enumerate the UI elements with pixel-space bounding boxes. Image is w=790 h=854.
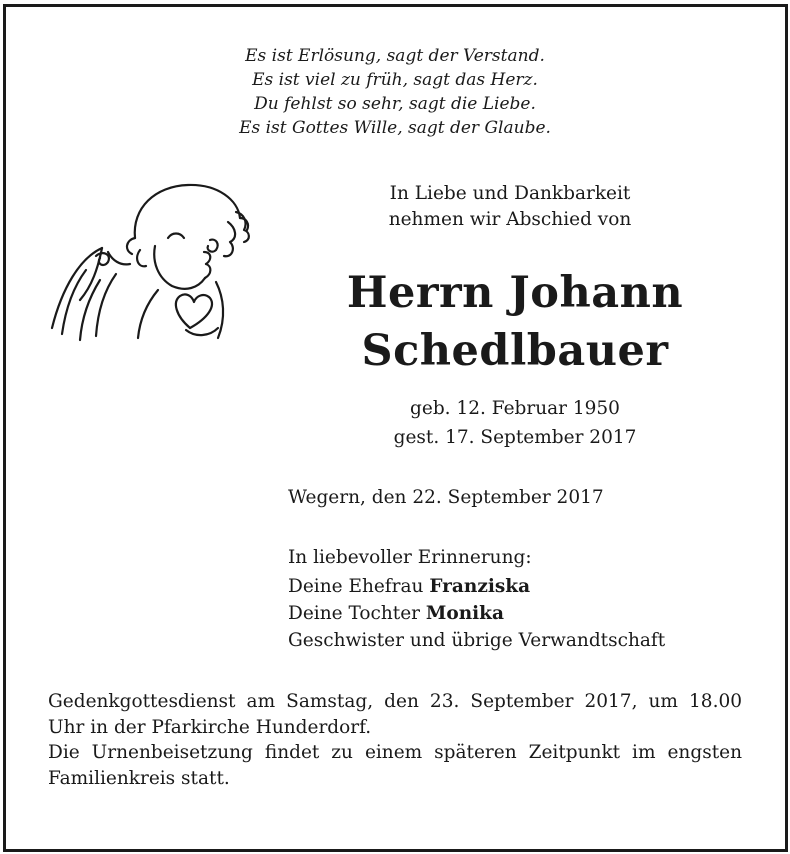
death-date: gest. 17. September 2017: [393, 427, 637, 448]
name-line: Herrn Johann: [346, 268, 684, 318]
poem-line: Es ist Gottes Wille, sagt der Glaube.: [239, 118, 551, 138]
name-line: Schedlbauer: [361, 326, 669, 376]
mourner-daughter: [288, 600, 665, 627]
poem-line: Es ist Erlösung, sagt der Verstand.: [245, 46, 545, 66]
deceased-name: [300, 264, 730, 380]
intro-line: In Liebe und Dankbarkeit: [389, 183, 631, 204]
mourner-daughter-name: Monika: [425, 603, 504, 624]
angel-with-heart-icon: [40, 178, 260, 358]
mourner-wife-prefix: Deine Ehefrau: [288, 576, 430, 597]
mourner-daughter-prefix: Deine Tochter: [288, 603, 426, 624]
birth-date: geb. 12. Februar 1950: [410, 398, 620, 419]
poem-line: Es ist viel zu früh, sagt das Herz.: [252, 70, 538, 90]
mourners-heading: In liebevoller Erinnerung:: [288, 547, 532, 568]
service-notice: [48, 689, 742, 791]
mourner-others: Geschwister und übrige Verwandtschaft: [288, 630, 666, 651]
memorial-service-text: Gedenkgottesdienst am Samstag, den 23. September 2017, um 18.00 Uhr in der Pfarkirche Hunderdorf.: [48, 691, 742, 738]
poem-line: Du fehlst so sehr, sagt die Liebe.: [254, 94, 536, 114]
mourner-wife: [288, 573, 665, 600]
mourner-wife-name: Franziska: [429, 576, 531, 597]
place-date: Wegern, den 22. September 2017: [288, 487, 604, 508]
poem: [0, 44, 790, 140]
mourners: [288, 544, 665, 654]
intro-text: [330, 181, 690, 233]
burial-text: Die Urnenbeisetzung findet zu einem späteren Zeitpunkt im engsten Familienkreis statt.: [48, 742, 742, 789]
life-dates: [330, 394, 700, 452]
intro-line: nehmen wir Abschied von: [388, 209, 632, 230]
